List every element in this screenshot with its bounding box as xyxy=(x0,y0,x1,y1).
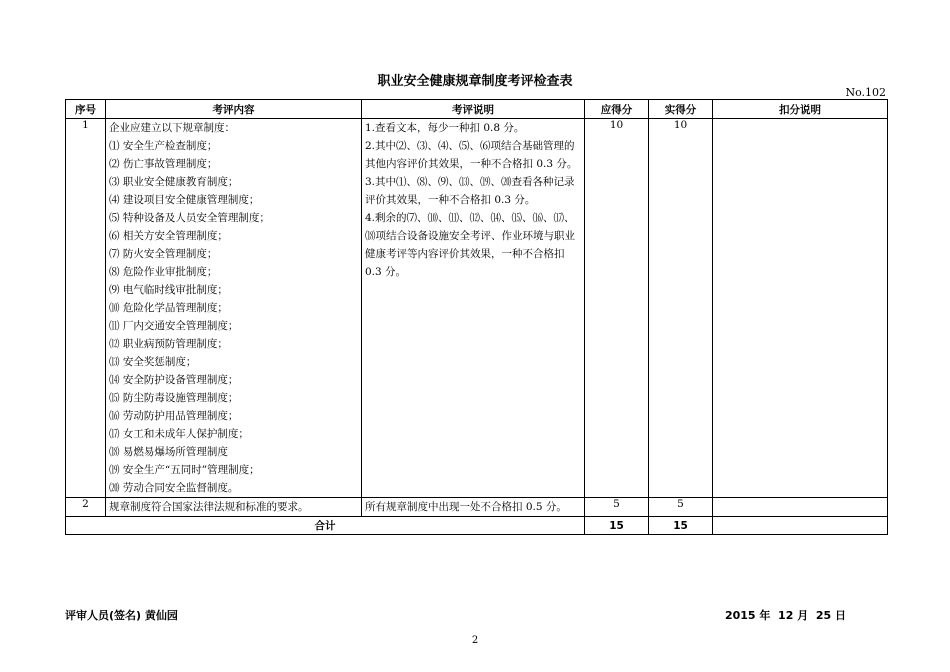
content-line: ⒄ 女工和未成年人保护制度； xyxy=(109,428,249,440)
explanation-item: 2.其中⑵、⑶、⑷、⑸、⑹项结合基础管理的其他内容评价其效果，一种不合格扣 0.3 分。 xyxy=(365,140,578,170)
header-due-score: 应得分 xyxy=(585,100,649,119)
row-content xyxy=(106,498,362,517)
row-explanation xyxy=(362,119,585,498)
page-number: 2 xyxy=(471,635,479,646)
row-deduction-note xyxy=(713,119,888,498)
content-line: ⒂ 防尘防毒设施管理制度； xyxy=(109,392,239,404)
content-line: ⑾ 厂内交通安全管理制度； xyxy=(109,320,239,332)
row-deduction-note xyxy=(713,498,888,517)
content-line: ⑹ 相关方安全管理制度； xyxy=(109,230,228,242)
header-explanation: 考评说明 xyxy=(362,100,585,119)
explanation-item: 3.其中⑴、⑻、⑼、⒀、⒆、⒇查看各种记录评价其效果，一种不合格扣 0.3 分。 xyxy=(365,176,575,206)
table-header-row xyxy=(66,100,888,119)
content-line: ⑴ 安全生产检查制度； xyxy=(109,140,218,152)
total-label: 合计 xyxy=(66,517,585,535)
reviewer-signature: 评审人员(签名) 黄仙园 xyxy=(65,609,178,622)
row-seq: 1 xyxy=(66,119,106,498)
header-actual-score: 实得分 xyxy=(649,100,713,119)
content-line: ⑷ 建设项目安全健康管理制度； xyxy=(109,194,260,206)
content-line: ⒀ 安全奖惩制度； xyxy=(109,356,197,368)
row-due-score: 10 xyxy=(585,119,649,498)
content-line: ⑶ 职业安全健康教育制度； xyxy=(109,176,239,188)
content-line: ⒅ 易燃易爆场所管理制度 xyxy=(109,446,228,458)
table-row xyxy=(66,498,888,517)
total-deduction-note xyxy=(713,517,888,535)
row-actual-score: 5 xyxy=(649,498,713,517)
table-row xyxy=(66,119,888,498)
row-actual-score: 10 xyxy=(649,119,713,498)
explanation-item: 1.查看文本，每少一种扣 0.8 分。 xyxy=(365,122,525,134)
header-deduction-note: 扣分说明 xyxy=(713,100,888,119)
explanation-item: 所有规章制度中出现一处不合格扣 0.5 分。 xyxy=(365,501,567,513)
content-line: ⒃ 劳动防护用品管理制度； xyxy=(109,410,239,422)
evaluation-table xyxy=(65,99,888,535)
row-due-score: 5 xyxy=(585,498,649,517)
page-title: 职业安全健康规章制度考评检查表 xyxy=(377,74,573,89)
content-line: 企业应建立以下规章制度： xyxy=(109,122,235,134)
content-line: ⑺ 防火安全管理制度； xyxy=(109,248,218,260)
content-line: ⒁ 安全防护设备管理制度； xyxy=(109,374,239,386)
header-content: 考评内容 xyxy=(106,100,362,119)
document-number: No.102 xyxy=(845,86,886,99)
content-line: ⑽ 危险化学品管理制度； xyxy=(109,302,228,314)
explanation-item: 4.剩余的⑺、⑽、⑾、⑿、⒁、⒂、⒃、⒄、⒅项结合设备设施安全考评、作业环境与职业健康考评等内容评价其效果，一种不合格扣 0.3 分。 xyxy=(365,212,575,278)
content-line: ⒇ 劳动合同安全监督制度。 xyxy=(109,482,239,494)
header-seq: 序号 xyxy=(66,100,106,119)
row-seq: 2 xyxy=(66,498,106,517)
content-line: ⑸ 特种设备及人员安全管理制度； xyxy=(109,212,270,224)
total-due-score: 15 xyxy=(585,517,649,535)
total-actual-score: 15 xyxy=(649,517,713,535)
content-line: ⑵ 伤亡事故管理制度； xyxy=(109,158,218,170)
content-line: 规章制度符合国家法律法规和标准的要求。 xyxy=(109,501,309,513)
content-line: ⒆ 安全生产“五同时”管理制度； xyxy=(109,464,260,476)
row-content xyxy=(106,119,362,498)
row-explanation xyxy=(362,498,585,517)
total-row xyxy=(66,517,888,535)
content-line: ⑻ 危险作业审批制度； xyxy=(109,266,218,278)
content-line: ⑿ 职业病预防管理制度； xyxy=(109,338,228,350)
content-line: ⑼ 电气临时线审批制度； xyxy=(109,284,228,296)
review-date: 2015 年 12 月 25 日 xyxy=(724,609,846,622)
